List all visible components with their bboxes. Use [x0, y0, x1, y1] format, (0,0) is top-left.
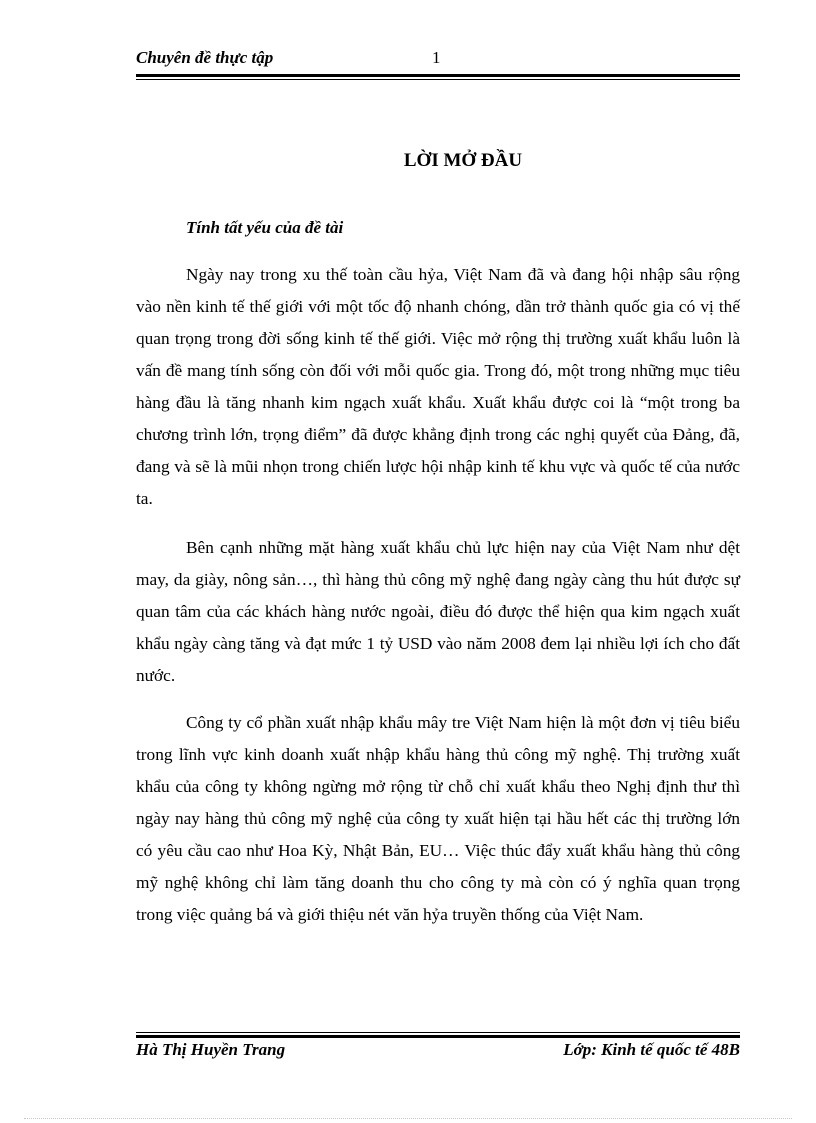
header-rule-thick [136, 74, 740, 77]
footer-rule-thick [136, 1035, 740, 1038]
page-bottom-border [24, 1118, 792, 1119]
page-number: 1 [432, 48, 441, 67]
header-document-type: Chuyên đề thực tập [136, 48, 274, 67]
page-header [136, 48, 740, 72]
page-title: LỜI MỞ ĐẦU [403, 150, 523, 171]
footer-class: Lớp: Kinh tế quốc tế 48B [563, 1040, 740, 1059]
footer-rule-thin [136, 1032, 740, 1033]
paragraph-1: Ngày nay trong xu thế toàn cầu hỷa, Việt Nam đã và đang hội nhập sâu rộng vào nền kinh tế thế giới với một tốc độ nhanh chóng, dần trở thành quốc gia có vị thế quan trọng trong đời sống kinh tế thế giới. Việc mở rộng thị trường xuất khẩu luôn là vấn đề mang tính sống còn đối với mỗi quốc gia. Trong đó, một trong những mục tiêu hàng đầu là tăng nhanh kim ngạch xuất khẩu. Xuất khẩu được coi là “một trong ba chương trình lớn, trọng điểm” đã được khẳng định trong các nghị quyết của Đảng, đã, đang và sẽ là mũi nhọn trong chiến lược hội nhập kinh tế khu vực và quốc tế của nước ta. [136, 265, 740, 508]
paragraph-2: Bên cạnh những mặt hàng xuất khẩu chủ lực hiện nay của Việt Nam như dệt may, da giày, nông sản…, thì hàng thủ công mỹ nghệ đang ngày càng thu hút được sự quan tâm của các khách hàng nước ngoài, điều đó được thể hiện qua kim ngạch xuất khẩu ngày càng tăng và đạt mức 1 tỷ USD vào năm 2008 đem lại nhiều lợi ích cho đất nước. [136, 538, 740, 685]
section-subheading: Tính tất yếu của đề tài [186, 218, 344, 237]
footer-author: Hà Thị Huyền Trang [136, 1040, 286, 1059]
paragraph-3: Công ty cổ phần xuất nhập khẩu mây tre Việt Nam hiện là một đơn vị tiêu biểu trong lĩnh vực kinh doanh xuất nhập khẩu hàng thủ công mỹ nghệ. Thị trường xuất khẩu của công ty không ngừng mở rộng từ chỗ chỉ xuất khẩu theo Nghị định thư thì ngày nay hàng thủ công mỹ nghệ của công ty xuất hiện tại hầu hết các thị trường lớn có yêu cầu cao như Hoa Kỳ, Nhật Bản, EU… Việc thúc đẩy xuất khẩu hàng thủ công mỹ nghệ không chỉ làm tăng doanh thu cho công ty mà còn có ý nghĩa quan trọng trong việc quảng bá và giới thiệu nét văn hỷa truyền thống của Việt Nam. [136, 713, 740, 924]
header-rule-thin [136, 79, 740, 80]
